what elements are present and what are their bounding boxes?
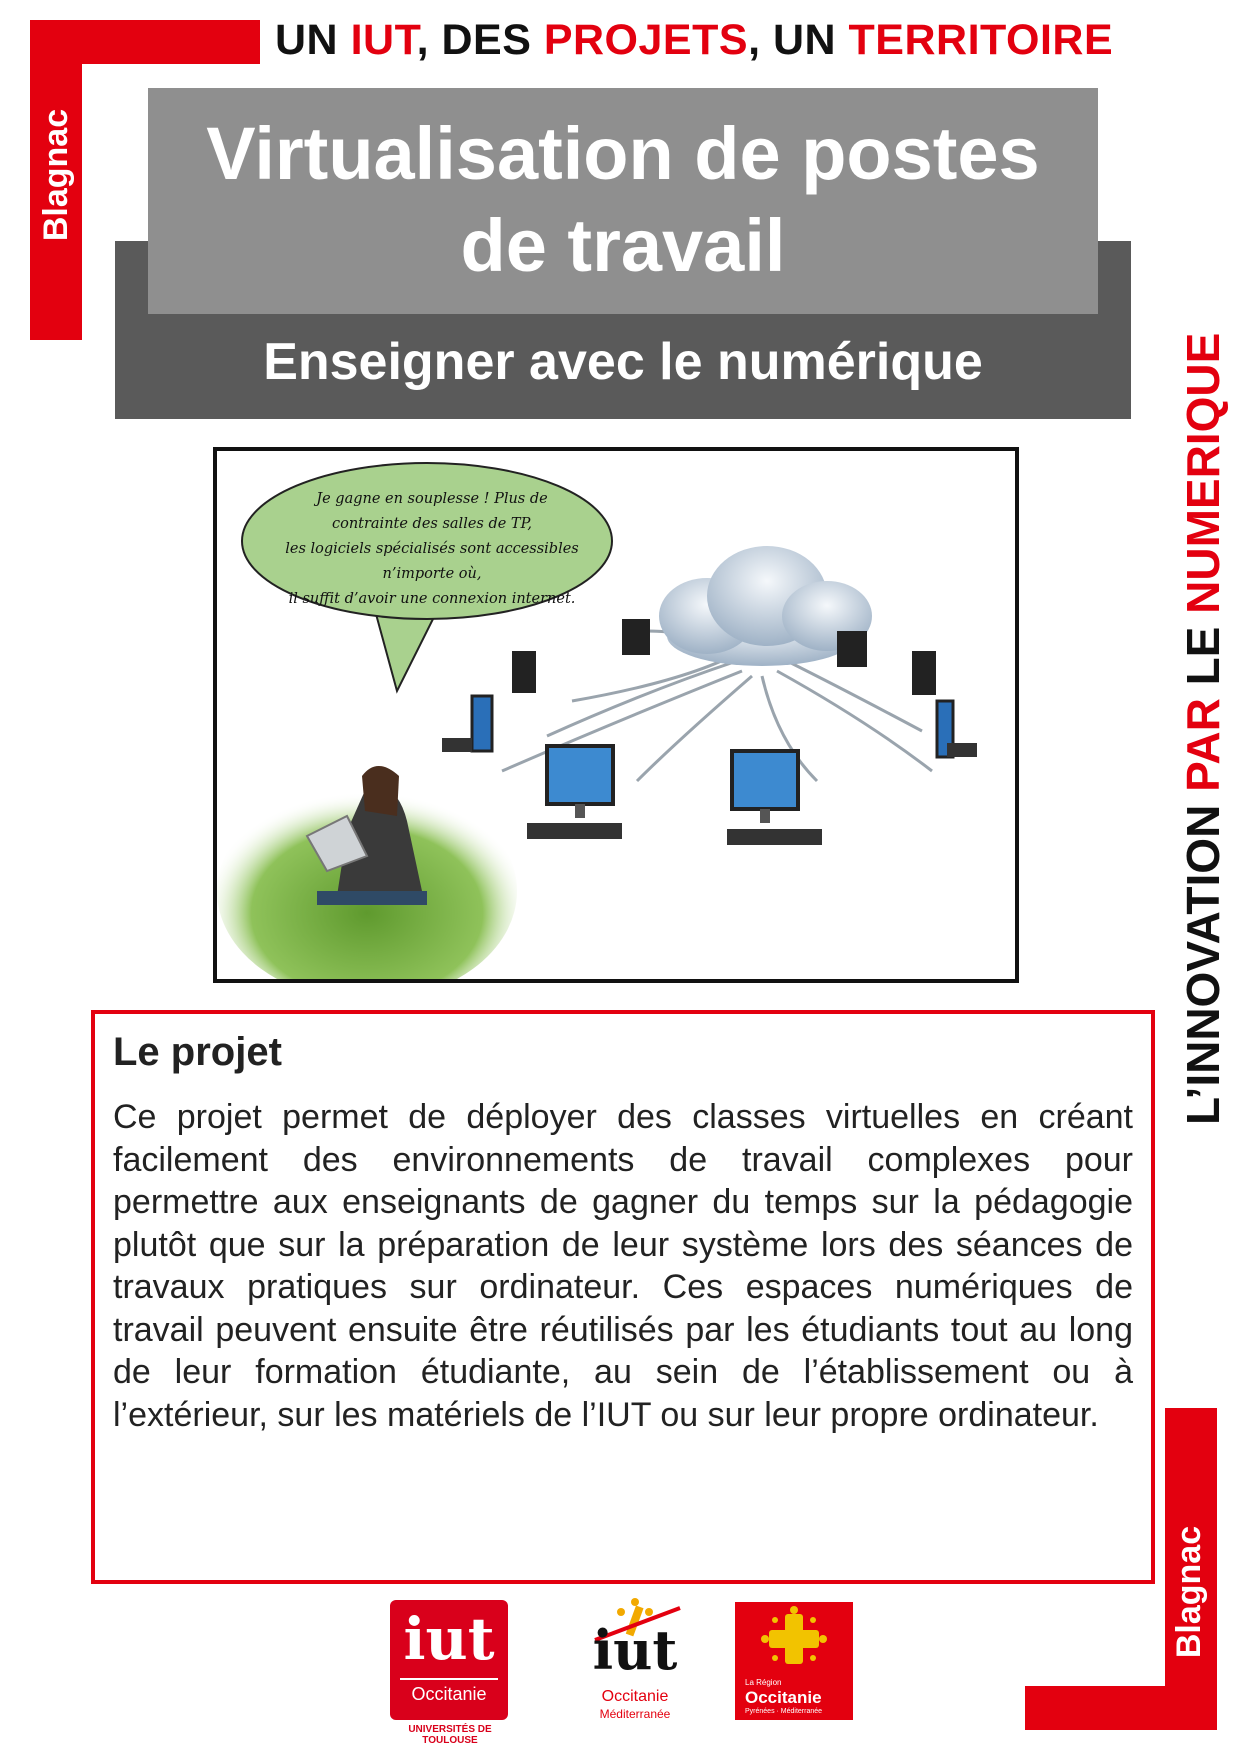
speech-line: n’importe où, <box>382 566 482 582</box>
slogan-part: L’INNOVATION <box>1177 791 1229 1125</box>
logo-small-text: La Région <box>745 1678 782 1687</box>
tagline-part: PROJETS <box>543 16 749 64</box>
corner-bar-bottom-right <box>1025 1686 1217 1730</box>
logo-sub-text: Pyrénées · Méditerranée <box>745 1708 823 1715</box>
illustration <box>217 451 1015 979</box>
project-heading: Le projet <box>113 1030 282 1074</box>
page-subtitle: Enseigner avec le numérique <box>263 333 983 391</box>
tagline-part: IUT <box>350 16 417 64</box>
speech-line: contrainte des salles de TP, <box>331 516 533 532</box>
logo-main-text: iut <box>403 1605 495 1673</box>
corner-label-bottom: Blagnac <box>1170 1525 1208 1659</box>
title-banner <box>148 88 1098 314</box>
logo-sub-text: Occitanie <box>400 1678 498 1705</box>
illustration-frame <box>213 447 1019 983</box>
page-title-line: Virtualisation de postes <box>206 112 1040 195</box>
logo-main-text: Occitanie <box>745 1688 822 1707</box>
region-occitanie-logo <box>735 1602 853 1720</box>
page-title-line: de travail <box>460 204 786 287</box>
student-photo <box>217 766 517 979</box>
slogan-part: PAR <box>1177 698 1229 792</box>
tagline-part: , UN <box>748 16 849 64</box>
speech-line: il suffit d’avoir une connexion internet. <box>288 591 576 607</box>
tagline-part: TERRITOIRE <box>848 16 1114 64</box>
iut-occitanie-logo <box>390 1600 508 1720</box>
logo-sub-text: Occitanie <box>601 1688 669 1705</box>
logo-sub-text: Méditerranée <box>599 1707 671 1721</box>
tagline-part: , DES <box>416 16 544 64</box>
region-cross-icon <box>735 1602 853 1672</box>
tagline <box>275 16 1113 65</box>
iut-mediterranee-logo <box>575 1590 695 1730</box>
corner-label-top: Blagnac <box>37 108 75 242</box>
speech-line: les logiciels spécialisés sont accessibles <box>285 541 579 557</box>
project-body: Ce projet permet de déployer des classes virtuelles en créant facilement des environnements de travail complexes pour permettre aux enseignants de gagner du temps sur la pédagogie plutôt que sur la préparation de leur système lors des séances de travaux pratiques sur ordinateur. Ces espaces numériques de travail peuvent ensuite être réutilisés par les étudiants tout au long de leur formation étudiante, au sein de l’établissement ou à l’extérieur, sur les matériels de l’IUT ou sur leur propre ordinateur. <box>113 1098 1133 1434</box>
tagline-part: UN <box>275 16 351 64</box>
logo-caption: UNIVERSITÉS DE TOULOUSE <box>408 1724 492 1746</box>
slogan-part: NUMERIQUE <box>1177 332 1229 614</box>
speech-line: Je gagne en souplesse ! Plus de <box>316 491 548 507</box>
slogan-part: LE <box>1177 613 1229 699</box>
slogan <box>1177 332 1229 1125</box>
logo-main-text: iut <box>592 1618 678 1682</box>
